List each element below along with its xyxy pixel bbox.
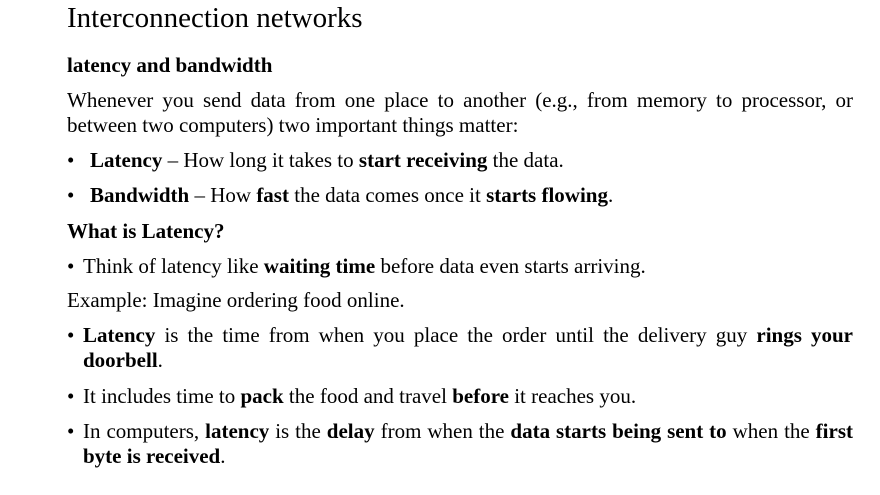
example-text: Example: Imagine ordering food online. (67, 288, 405, 312)
list-item-latency-doorbell: • Latency is the time from when you place the order until the delivery guy rings your doorbell. (67, 323, 853, 372)
bullet-icon: • (67, 148, 75, 172)
bullet-icon: • (67, 183, 75, 207)
list-item-computers-latency: • In computers, latency is the delay from when the data starts being sent to when the first byte is received. (67, 419, 853, 468)
section-heading-what-is-latency: What is Latency? (67, 219, 225, 243)
list-item-think: • Think of latency like waiting time before data even starts arriving. (67, 254, 646, 278)
bullet-icon: • (67, 419, 75, 443)
section-heading-latency-bandwidth: latency and bandwidth (67, 53, 273, 77)
bullet-icon: • (67, 323, 75, 347)
list-item-pack-travel: • It includes time to pack the food and travel before it reaches you. (67, 384, 637, 408)
intro-paragraph: Whenever you send data from one place to another (e.g., from memory to processor, or between two computers) two important things matter: (67, 88, 853, 137)
bullet-icon: • (67, 384, 75, 408)
bullet-icon: • (67, 254, 75, 278)
page-title: Interconnection networks (67, 2, 363, 34)
